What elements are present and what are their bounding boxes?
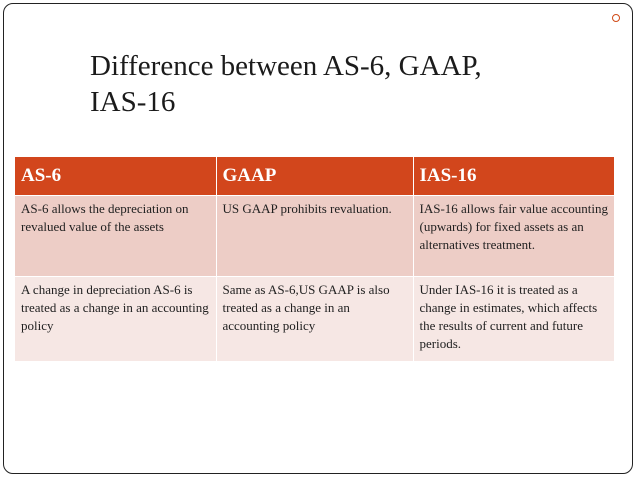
corner-circle-icon [612, 14, 620, 22]
table-row [15, 196, 614, 277]
table-cell: Under IAS-16 it is treated as a change in estimates, which affects the results of current and future periods. [413, 277, 614, 362]
header-as6: AS-6 [15, 157, 216, 196]
header-ias16: IAS-16 [413, 157, 614, 196]
table-cell: A change in depreciation AS-6 is treated as a change in an accounting policy [15, 277, 216, 362]
table-cell: IAS-16 allows fair value accounting (upwards) for fixed assets as an alternatives treatment. [413, 196, 614, 277]
table-header-row [15, 157, 614, 196]
comparison-table-container [15, 157, 614, 361]
table-cell: AS-6 allows the depreciation on revalued value of the assets [15, 196, 216, 277]
header-gaap: GAAP [216, 157, 413, 196]
slide-title [90, 48, 560, 120]
table-cell: Same as AS-6,US GAAP is also treated as a change in an accounting policy [216, 277, 413, 362]
table-cell: US GAAP prohibits revaluation. [216, 196, 413, 277]
slide-title-line-2: IAS-16 [90, 86, 176, 118]
table-row [15, 277, 614, 362]
slide-title-line-1: Difference between AS-6, GAAP, [90, 50, 482, 82]
comparison-table [15, 157, 614, 361]
